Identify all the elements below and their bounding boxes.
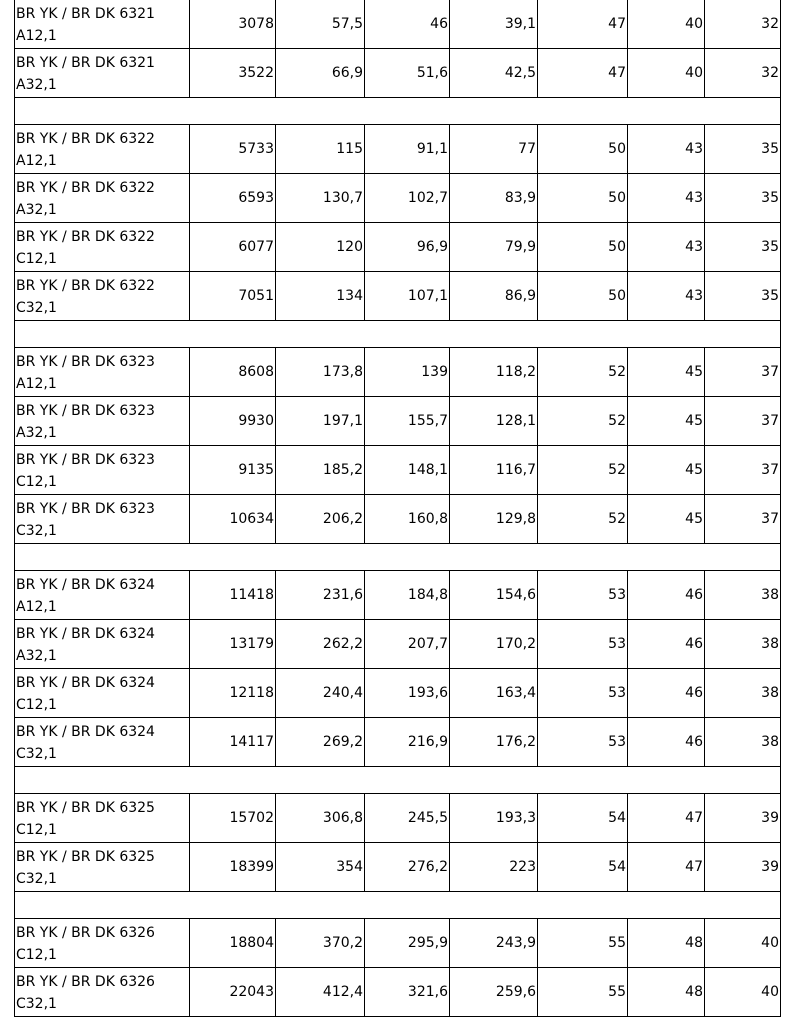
spec-table — [14, 0, 781, 1017]
value-cell: 130,7 — [276, 174, 365, 223]
value-cell: 35 — [705, 125, 781, 174]
table-row — [15, 272, 781, 321]
group-separator-row — [15, 544, 781, 571]
value-cell: 46 — [628, 718, 705, 767]
value-cell: 52 — [538, 397, 628, 446]
model-name-cell: BR YK / BR DK 6322 C12,1 — [15, 223, 190, 272]
value-cell: 7051 — [190, 272, 276, 321]
value-cell: 170,2 — [450, 620, 538, 669]
value-cell: 52 — [538, 446, 628, 495]
value-cell: 38 — [705, 718, 781, 767]
value-cell: 47 — [538, 0, 628, 49]
value-cell: 48 — [628, 919, 705, 968]
value-cell: 22043 — [190, 968, 276, 1017]
table-row — [15, 446, 781, 495]
value-cell: 184,8 — [365, 571, 450, 620]
model-name-cell: BR YK / BR DK 6324 A32,1 — [15, 620, 190, 669]
value-cell: 46 — [628, 620, 705, 669]
model-name-cell: BR YK / BR DK 6325 C32,1 — [15, 843, 190, 892]
value-cell: 38 — [705, 571, 781, 620]
model-name-cell: BR YK / BR DK 6324 C32,1 — [15, 718, 190, 767]
value-cell: 45 — [628, 446, 705, 495]
value-cell: 50 — [538, 223, 628, 272]
value-cell: 43 — [628, 272, 705, 321]
value-cell: 39,1 — [450, 0, 538, 49]
model-name-cell: BR YK / BR DK 6323 A12,1 — [15, 348, 190, 397]
value-cell: 6593 — [190, 174, 276, 223]
value-cell: 412,4 — [276, 968, 365, 1017]
value-cell: 116,7 — [450, 446, 538, 495]
group-separator-row — [15, 767, 781, 794]
value-cell: 55 — [538, 919, 628, 968]
value-cell: 53 — [538, 571, 628, 620]
value-cell: 223 — [450, 843, 538, 892]
model-name-cell: BR YK / BR DK 6326 C32,1 — [15, 968, 190, 1017]
value-cell: 43 — [628, 174, 705, 223]
value-cell: 216,9 — [365, 718, 450, 767]
value-cell: 51,6 — [365, 49, 450, 98]
value-cell: 42,5 — [450, 49, 538, 98]
model-name-cell: BR YK / BR DK 6322 C32,1 — [15, 272, 190, 321]
table-row — [15, 223, 781, 272]
value-cell: 14117 — [190, 718, 276, 767]
model-name-cell: BR YK / BR DK 6323 A32,1 — [15, 397, 190, 446]
value-cell: 193,6 — [365, 669, 450, 718]
value-cell: 306,8 — [276, 794, 365, 843]
value-cell: 46 — [628, 669, 705, 718]
value-cell: 37 — [705, 495, 781, 544]
separator-cell — [15, 98, 781, 125]
value-cell: 15702 — [190, 794, 276, 843]
value-cell: 129,8 — [450, 495, 538, 544]
value-cell: 197,1 — [276, 397, 365, 446]
value-cell: 154,6 — [450, 571, 538, 620]
value-cell: 240,4 — [276, 669, 365, 718]
value-cell: 35 — [705, 174, 781, 223]
value-cell: 148,1 — [365, 446, 450, 495]
value-cell: 207,7 — [365, 620, 450, 669]
value-cell: 53 — [538, 669, 628, 718]
table-row — [15, 571, 781, 620]
value-cell: 245,5 — [365, 794, 450, 843]
value-cell: 139 — [365, 348, 450, 397]
table-row — [15, 495, 781, 544]
value-cell: 37 — [705, 446, 781, 495]
value-cell: 6077 — [190, 223, 276, 272]
value-cell: 115 — [276, 125, 365, 174]
value-cell: 11418 — [190, 571, 276, 620]
value-cell: 8608 — [190, 348, 276, 397]
value-cell: 79,9 — [450, 223, 538, 272]
value-cell: 370,2 — [276, 919, 365, 968]
value-cell: 259,6 — [450, 968, 538, 1017]
value-cell: 3078 — [190, 0, 276, 49]
model-name-cell: BR YK / BR DK 6321 A32,1 — [15, 49, 190, 98]
value-cell: 243,9 — [450, 919, 538, 968]
table-row — [15, 397, 781, 446]
model-name-cell: BR YK / BR DK 6322 A12,1 — [15, 125, 190, 174]
value-cell: 120 — [276, 223, 365, 272]
value-cell: 231,6 — [276, 571, 365, 620]
group-separator-row — [15, 892, 781, 919]
model-name-cell: BR YK / BR DK 6324 C12,1 — [15, 669, 190, 718]
separator-cell — [15, 767, 781, 794]
value-cell: 9135 — [190, 446, 276, 495]
value-cell: 66,9 — [276, 49, 365, 98]
value-cell: 134 — [276, 272, 365, 321]
value-cell: 96,9 — [365, 223, 450, 272]
value-cell: 50 — [538, 174, 628, 223]
value-cell: 32 — [705, 0, 781, 49]
value-cell: 354 — [276, 843, 365, 892]
value-cell: 3522 — [190, 49, 276, 98]
model-name-cell: BR YK / BR DK 6324 A12,1 — [15, 571, 190, 620]
table-row — [15, 348, 781, 397]
value-cell: 40 — [705, 919, 781, 968]
value-cell: 102,7 — [365, 174, 450, 223]
separator-cell — [15, 321, 781, 348]
value-cell: 173,8 — [276, 348, 365, 397]
value-cell: 47 — [628, 843, 705, 892]
table-row — [15, 843, 781, 892]
value-cell: 52 — [538, 495, 628, 544]
model-name-cell: BR YK / BR DK 6322 A32,1 — [15, 174, 190, 223]
separator-cell — [15, 544, 781, 571]
value-cell: 193,3 — [450, 794, 538, 843]
model-name-cell: BR YK / BR DK 6325 C12,1 — [15, 794, 190, 843]
model-name-cell: BR YK / BR DK 6323 C32,1 — [15, 495, 190, 544]
value-cell: 9930 — [190, 397, 276, 446]
value-cell: 43 — [628, 223, 705, 272]
model-name-cell: BR YK / BR DK 6321 A12,1 — [15, 0, 190, 49]
value-cell: 46 — [628, 571, 705, 620]
value-cell: 55 — [538, 968, 628, 1017]
value-cell: 5733 — [190, 125, 276, 174]
value-cell: 37 — [705, 397, 781, 446]
value-cell: 91,1 — [365, 125, 450, 174]
value-cell: 35 — [705, 272, 781, 321]
table-row — [15, 125, 781, 174]
table-row — [15, 968, 781, 1017]
value-cell: 128,1 — [450, 397, 538, 446]
table-row — [15, 49, 781, 98]
value-cell: 262,2 — [276, 620, 365, 669]
value-cell: 18804 — [190, 919, 276, 968]
value-cell: 77 — [450, 125, 538, 174]
value-cell: 38 — [705, 669, 781, 718]
value-cell: 38 — [705, 620, 781, 669]
value-cell: 321,6 — [365, 968, 450, 1017]
value-cell: 52 — [538, 348, 628, 397]
value-cell: 45 — [628, 348, 705, 397]
value-cell: 50 — [538, 125, 628, 174]
group-separator-row — [15, 98, 781, 125]
value-cell: 107,1 — [365, 272, 450, 321]
value-cell: 43 — [628, 125, 705, 174]
value-cell: 53 — [538, 620, 628, 669]
separator-cell — [15, 892, 781, 919]
value-cell: 176,2 — [450, 718, 538, 767]
value-cell: 269,2 — [276, 718, 365, 767]
value-cell: 37 — [705, 348, 781, 397]
value-cell: 40 — [628, 0, 705, 49]
value-cell: 47 — [538, 49, 628, 98]
value-cell: 54 — [538, 794, 628, 843]
value-cell: 206,2 — [276, 495, 365, 544]
value-cell: 48 — [628, 968, 705, 1017]
model-name-cell: BR YK / BR DK 6326 C12,1 — [15, 919, 190, 968]
table-row — [15, 669, 781, 718]
value-cell: 45 — [628, 495, 705, 544]
table-row — [15, 174, 781, 223]
value-cell: 160,8 — [365, 495, 450, 544]
value-cell: 276,2 — [365, 843, 450, 892]
value-cell: 35 — [705, 223, 781, 272]
value-cell: 295,9 — [365, 919, 450, 968]
value-cell: 163,4 — [450, 669, 538, 718]
value-cell: 10634 — [190, 495, 276, 544]
table-row — [15, 0, 781, 49]
value-cell: 39 — [705, 794, 781, 843]
value-cell: 18399 — [190, 843, 276, 892]
value-cell: 155,7 — [365, 397, 450, 446]
group-separator-row — [15, 321, 781, 348]
table-row — [15, 718, 781, 767]
value-cell: 45 — [628, 397, 705, 446]
spec-table-body — [15, 0, 781, 1017]
value-cell: 185,2 — [276, 446, 365, 495]
value-cell: 57,5 — [276, 0, 365, 49]
value-cell: 53 — [538, 718, 628, 767]
table-row — [15, 919, 781, 968]
value-cell: 32 — [705, 49, 781, 98]
table-row — [15, 794, 781, 843]
value-cell: 40 — [628, 49, 705, 98]
value-cell: 54 — [538, 843, 628, 892]
value-cell: 118,2 — [450, 348, 538, 397]
value-cell: 46 — [365, 0, 450, 49]
value-cell: 13179 — [190, 620, 276, 669]
value-cell: 50 — [538, 272, 628, 321]
value-cell: 40 — [705, 968, 781, 1017]
value-cell: 83,9 — [450, 174, 538, 223]
value-cell: 47 — [628, 794, 705, 843]
value-cell: 39 — [705, 843, 781, 892]
table-row — [15, 620, 781, 669]
value-cell: 12118 — [190, 669, 276, 718]
model-name-cell: BR YK / BR DK 6323 C12,1 — [15, 446, 190, 495]
value-cell: 86,9 — [450, 272, 538, 321]
